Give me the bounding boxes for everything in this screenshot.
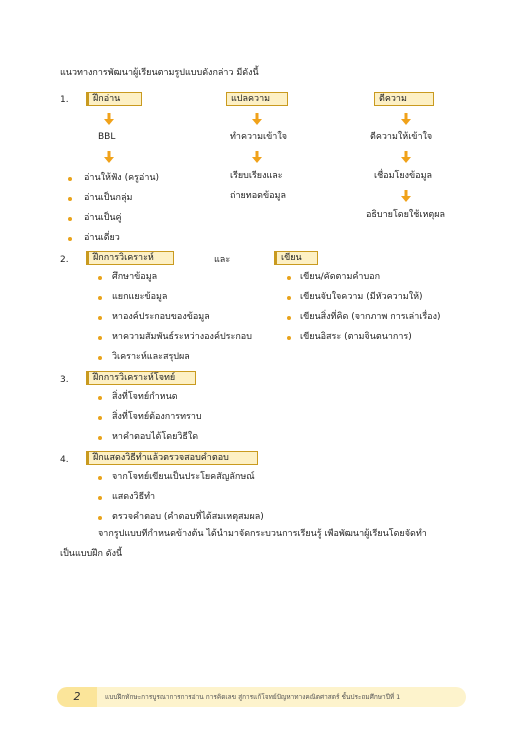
list-item: สิ่งที่โจทย์กำหนด bbox=[112, 392, 178, 402]
box-writing: เขียน bbox=[274, 251, 318, 265]
bullet-icon bbox=[98, 436, 102, 440]
bullet-icon bbox=[98, 496, 102, 500]
list-item: หาองค์ประกอบของข้อมูล bbox=[112, 312, 210, 322]
arrow-down-icon bbox=[401, 190, 411, 202]
bullet-icon bbox=[98, 296, 102, 300]
bullet-icon bbox=[68, 177, 72, 181]
and-text: และ bbox=[214, 255, 231, 265]
arrow-down-icon bbox=[401, 113, 411, 125]
list-item: วิเคราะห์และสรุปผล bbox=[112, 352, 190, 362]
section-4-number: 4. bbox=[60, 455, 69, 465]
section-2-number: 2. bbox=[60, 255, 69, 265]
intro-text: แนวทางการพัฒนาผู้เรียนตามรูปแบบดังกล่าว มีดังนี้ bbox=[60, 68, 259, 78]
box-show-method: ฝึกแสดงวิธีทำแล้วตรวจสอบคำตอบ bbox=[86, 451, 258, 465]
bullet-icon bbox=[98, 516, 102, 520]
bullet-icon bbox=[68, 217, 72, 221]
list-item: อ่านเป็นคู่ bbox=[84, 213, 122, 223]
bullet-icon bbox=[68, 237, 72, 241]
section-3-number: 3. bbox=[60, 375, 69, 385]
list-item: เขียน/คัดตามคำบอก bbox=[300, 272, 381, 282]
bullet-icon bbox=[68, 197, 72, 201]
box-translate: แปลความ bbox=[226, 92, 288, 106]
list-item: อ่านเดี่ยว bbox=[84, 233, 120, 243]
page-number: 2 bbox=[57, 687, 97, 707]
bullet-icon bbox=[98, 416, 102, 420]
bullet-icon bbox=[287, 276, 291, 280]
list-item: เขียนสิ่งที่คิด (จากภาพ การเล่าเรื่อง) bbox=[300, 312, 441, 322]
bullet-icon bbox=[287, 296, 291, 300]
bullet-icon bbox=[98, 356, 102, 360]
section-1-number: 1. bbox=[60, 95, 69, 105]
box-analysis: ฝึกการวิเคราะห์ bbox=[86, 251, 174, 265]
bullet-icon bbox=[287, 336, 291, 340]
list-item: อ่านเป็นกลุ่ม bbox=[84, 193, 133, 203]
list-item: เขียนอิสระ (ตามจินตนาการ) bbox=[300, 332, 412, 342]
step-convey: ถ่ายทอดข้อมูล bbox=[230, 191, 286, 201]
list-item: แสดงวิธีทำ bbox=[112, 492, 156, 502]
bullet-icon bbox=[287, 316, 291, 320]
box-problem-analysis: ฝึกการวิเคราะห์โจทย์ bbox=[86, 371, 196, 385]
list-item: อ่านให้ฟัง (ครูอ่าน) bbox=[84, 173, 160, 183]
list-item: เขียนจับใจความ (มีหัวความให้) bbox=[300, 292, 423, 302]
footer-title: แบบฝึกทักษะการบูรณาการการอ่าน การคิดเลข สู่การแก้โจทย์ปัญหาทางคณิตศาสตร์ ชั้นประถมศึกษาปีที่ 1 bbox=[97, 687, 466, 707]
box-interpret: ตีความ bbox=[374, 92, 434, 106]
step-interpret-understand: ตีความให้เข้าใจ bbox=[370, 132, 433, 142]
bullet-icon bbox=[98, 396, 102, 400]
arrow-down-icon bbox=[104, 113, 114, 125]
list-item: หาคำตอบได้โดยวิธีใด bbox=[112, 432, 199, 442]
list-item: หาความสัมพันธ์ระหว่างองค์ประกอบ bbox=[112, 332, 252, 342]
arrow-down-icon bbox=[252, 151, 262, 163]
bullet-icon bbox=[98, 276, 102, 280]
step-explain: อธิบายโดยใช้เหตุผล bbox=[366, 210, 446, 220]
list-item: จากโจทย์เขียนเป็นประโยคสัญลักษณ์ bbox=[112, 472, 255, 482]
arrow-down-icon bbox=[401, 151, 411, 163]
box-practice-reading: ฝึกอ่าน bbox=[86, 92, 142, 106]
step-connect: เชื่อมโยงข้อมูล bbox=[374, 171, 433, 181]
step-understand: ทำความเข้าใจ bbox=[230, 132, 287, 142]
list-item: ตรวจคำตอบ (คำตอบที่ได้สมเหตุสมผล) bbox=[112, 512, 264, 522]
list-item: แยกแยะข้อมูล bbox=[112, 292, 168, 302]
bullet-icon bbox=[98, 476, 102, 480]
bullet-icon bbox=[98, 316, 102, 320]
step-arrange: เรียบเรียงและ bbox=[230, 171, 283, 181]
step-bbl: BBL bbox=[98, 132, 116, 142]
list-item: ศึกษาข้อมูล bbox=[112, 272, 158, 282]
closing-line-2: เป็นแบบฝึก ดังนี้ bbox=[60, 549, 123, 559]
list-item: สิ่งที่โจทย์ต้องการทราบ bbox=[112, 412, 202, 422]
bullet-icon bbox=[98, 336, 102, 340]
arrow-down-icon bbox=[104, 151, 114, 163]
arrow-down-icon bbox=[252, 113, 262, 125]
closing-line-1: จากรูปแบบที่กำหนดข้างต้น ได้นำมาจัดกระบวนการเรียนรู้ เพื่อพัฒนาผู้เรียนโดยจัดทำ bbox=[98, 529, 427, 539]
